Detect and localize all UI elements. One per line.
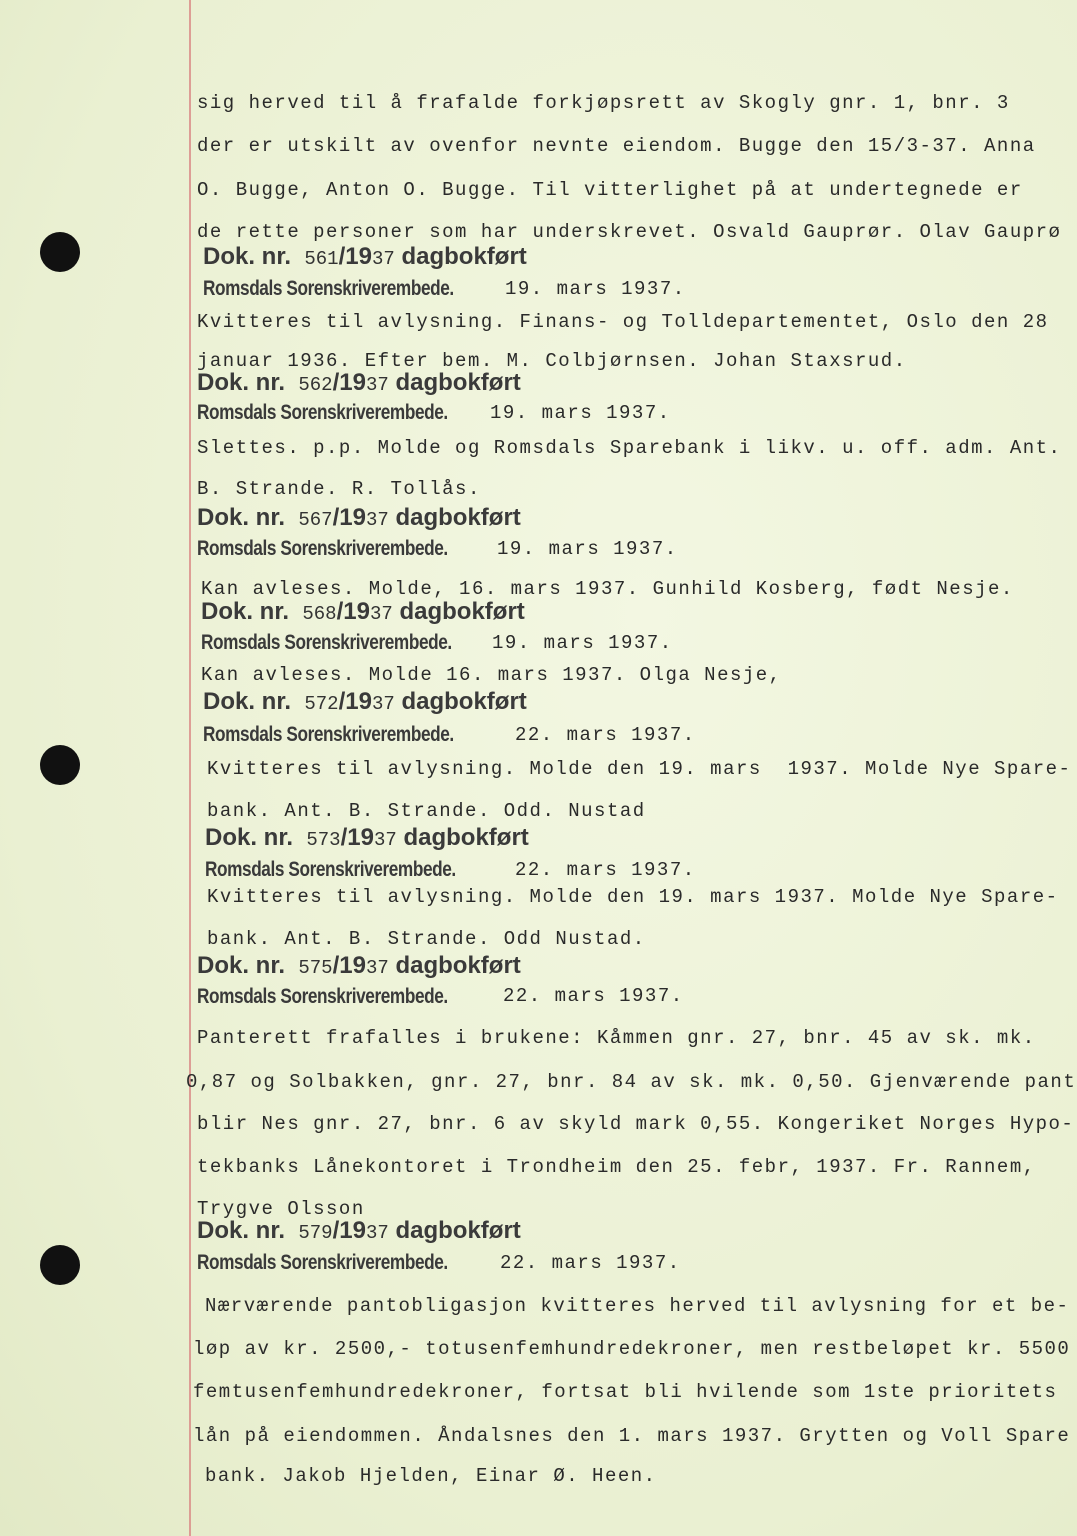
dok-stamp: Dok. nr. 561/1937 dagbokført (203, 243, 527, 270)
text-line: Kan avleses. Molde 16. mars 1937. Olga Nesje, (201, 664, 782, 686)
text-line: femtusenfemhundredekroner, fortsat bli hvilende som 1ste prioritets (193, 1381, 1058, 1403)
office-stamp: Romsdals Sorenskriverembede. (197, 1251, 448, 1274)
entry-date: 22. mars 1937. (515, 724, 696, 746)
text-line: de rette personer som har underskrevet. Osvald Gauprør. Olav Gauprø (197, 221, 1062, 243)
text-line: tekbanks Lånekontoret i Trondheim den 25. febr, 1937. Fr. Rannem, (197, 1156, 1036, 1178)
entry-date: 19. mars 1937. (497, 538, 678, 560)
office-stamp: Romsdals Sorenskriverembede. (197, 537, 448, 560)
text-line: 0,87 og Solbakken, gnr. 27, bnr. 84 av sk. mk. 0,50. Gjenværende pant (186, 1071, 1077, 1093)
text-line: bank. Ant. B. Strande. Odd Nustad. (207, 928, 646, 950)
office-stamp: Romsdals Sorenskriverembede. (203, 277, 454, 300)
entry-date: 19. mars 1937. (492, 632, 673, 654)
entry-date: 22. mars 1937. (515, 859, 696, 881)
text-line: Trygve Olsson (197, 1198, 365, 1220)
text-line: Kan avleses. Molde, 16. mars 1937. Gunhild Kosberg, født Nesje. (201, 578, 1014, 600)
punch-hole (40, 1245, 80, 1285)
office-stamp: Romsdals Sorenskriverembede. (197, 401, 448, 424)
text-line: blir Nes gnr. 27, bnr. 6 av skyld mark 0,55. Kongeriket Norges Hypo- (197, 1113, 1075, 1135)
text-line: B. Strande. R. Tollås. (197, 478, 481, 500)
office-stamp: Romsdals Sorenskriverembede. (201, 631, 452, 654)
entry-date: 22. mars 1937. (503, 985, 684, 1007)
text-line: Slettes. p.p. Molde og Romsdals Sparebank i likv. u. off. adm. Ant. (197, 437, 1062, 459)
entry-date: 22. mars 1937. (500, 1252, 681, 1274)
punch-hole (40, 745, 80, 785)
entry-date: 19. mars 1937. (505, 278, 686, 300)
dok-stamp: Dok. nr. 575/1937 dagbokført (197, 952, 521, 979)
dok-stamp: Dok. nr. 567/1937 dagbokført (197, 504, 521, 531)
text-line: Nærværende pantobligasjon kvitteres herved til avlysning for et be- (205, 1295, 1070, 1317)
margin-rule (189, 0, 191, 1536)
dok-stamp: Dok. nr. 572/1937 dagbokført (203, 688, 527, 715)
text-line: Kvitteres til avlysning. Molde den 19. mars 1937. Molde Nye Spare- (207, 886, 1059, 908)
text-line: bank. Ant. B. Strande. Odd. Nustad (207, 800, 646, 822)
text-line: Kvitteres til avlysning. Finans- og Tolldepartementet, Oslo den 28 (197, 311, 1049, 333)
text-line: Kvitteres til avlysning. Molde den 19. mars 1937. Molde Nye Spare- (207, 758, 1072, 780)
office-stamp: Romsdals Sorenskriverembede. (205, 858, 456, 881)
text-line: løp av kr. 2500,- totusenfemhundredekroner, men restbeløpet kr. 5500 (193, 1338, 1071, 1360)
text-line: januar 1936. Efter bem. M. Colbjørnsen. Johan Staxsrud. (197, 350, 907, 372)
dok-stamp: Dok. nr. 562/1937 dagbokført (197, 369, 521, 396)
office-stamp: Romsdals Sorenskriverembede. (197, 985, 448, 1008)
text-line: Panterett frafalles i brukene: Kåmmen gnr. 27, bnr. 45 av sk. mk. (197, 1027, 1036, 1049)
text-line: bank. Jakob Hjelden, Einar Ø. Heen. (205, 1465, 657, 1487)
office-stamp: Romsdals Sorenskriverembede. (203, 723, 454, 746)
text-line: sig herved til å frafalde forkjøpsrett av Skogly gnr. 1, bnr. 3 (197, 92, 1010, 114)
dok-stamp: Dok. nr. 573/1937 dagbokført (205, 824, 529, 851)
entry-date: 19. mars 1937. (490, 402, 671, 424)
text-line: O. Bugge, Anton O. Bugge. Til vitterlighet på at undertegnede er (197, 179, 1023, 201)
punch-hole (40, 232, 80, 272)
dok-stamp: Dok. nr. 579/1937 dagbokført (197, 1217, 521, 1244)
dok-stamp: Dok. nr. 568/1937 dagbokført (201, 598, 525, 625)
text-line: der er utskilt av ovenfor nevnte eiendom. Bugge den 15/3-37. Anna (197, 135, 1036, 157)
text-line: lån på eiendommen. Åndalsnes den 1. mars 1937. Grytten og Voll Spare (193, 1425, 1071, 1447)
